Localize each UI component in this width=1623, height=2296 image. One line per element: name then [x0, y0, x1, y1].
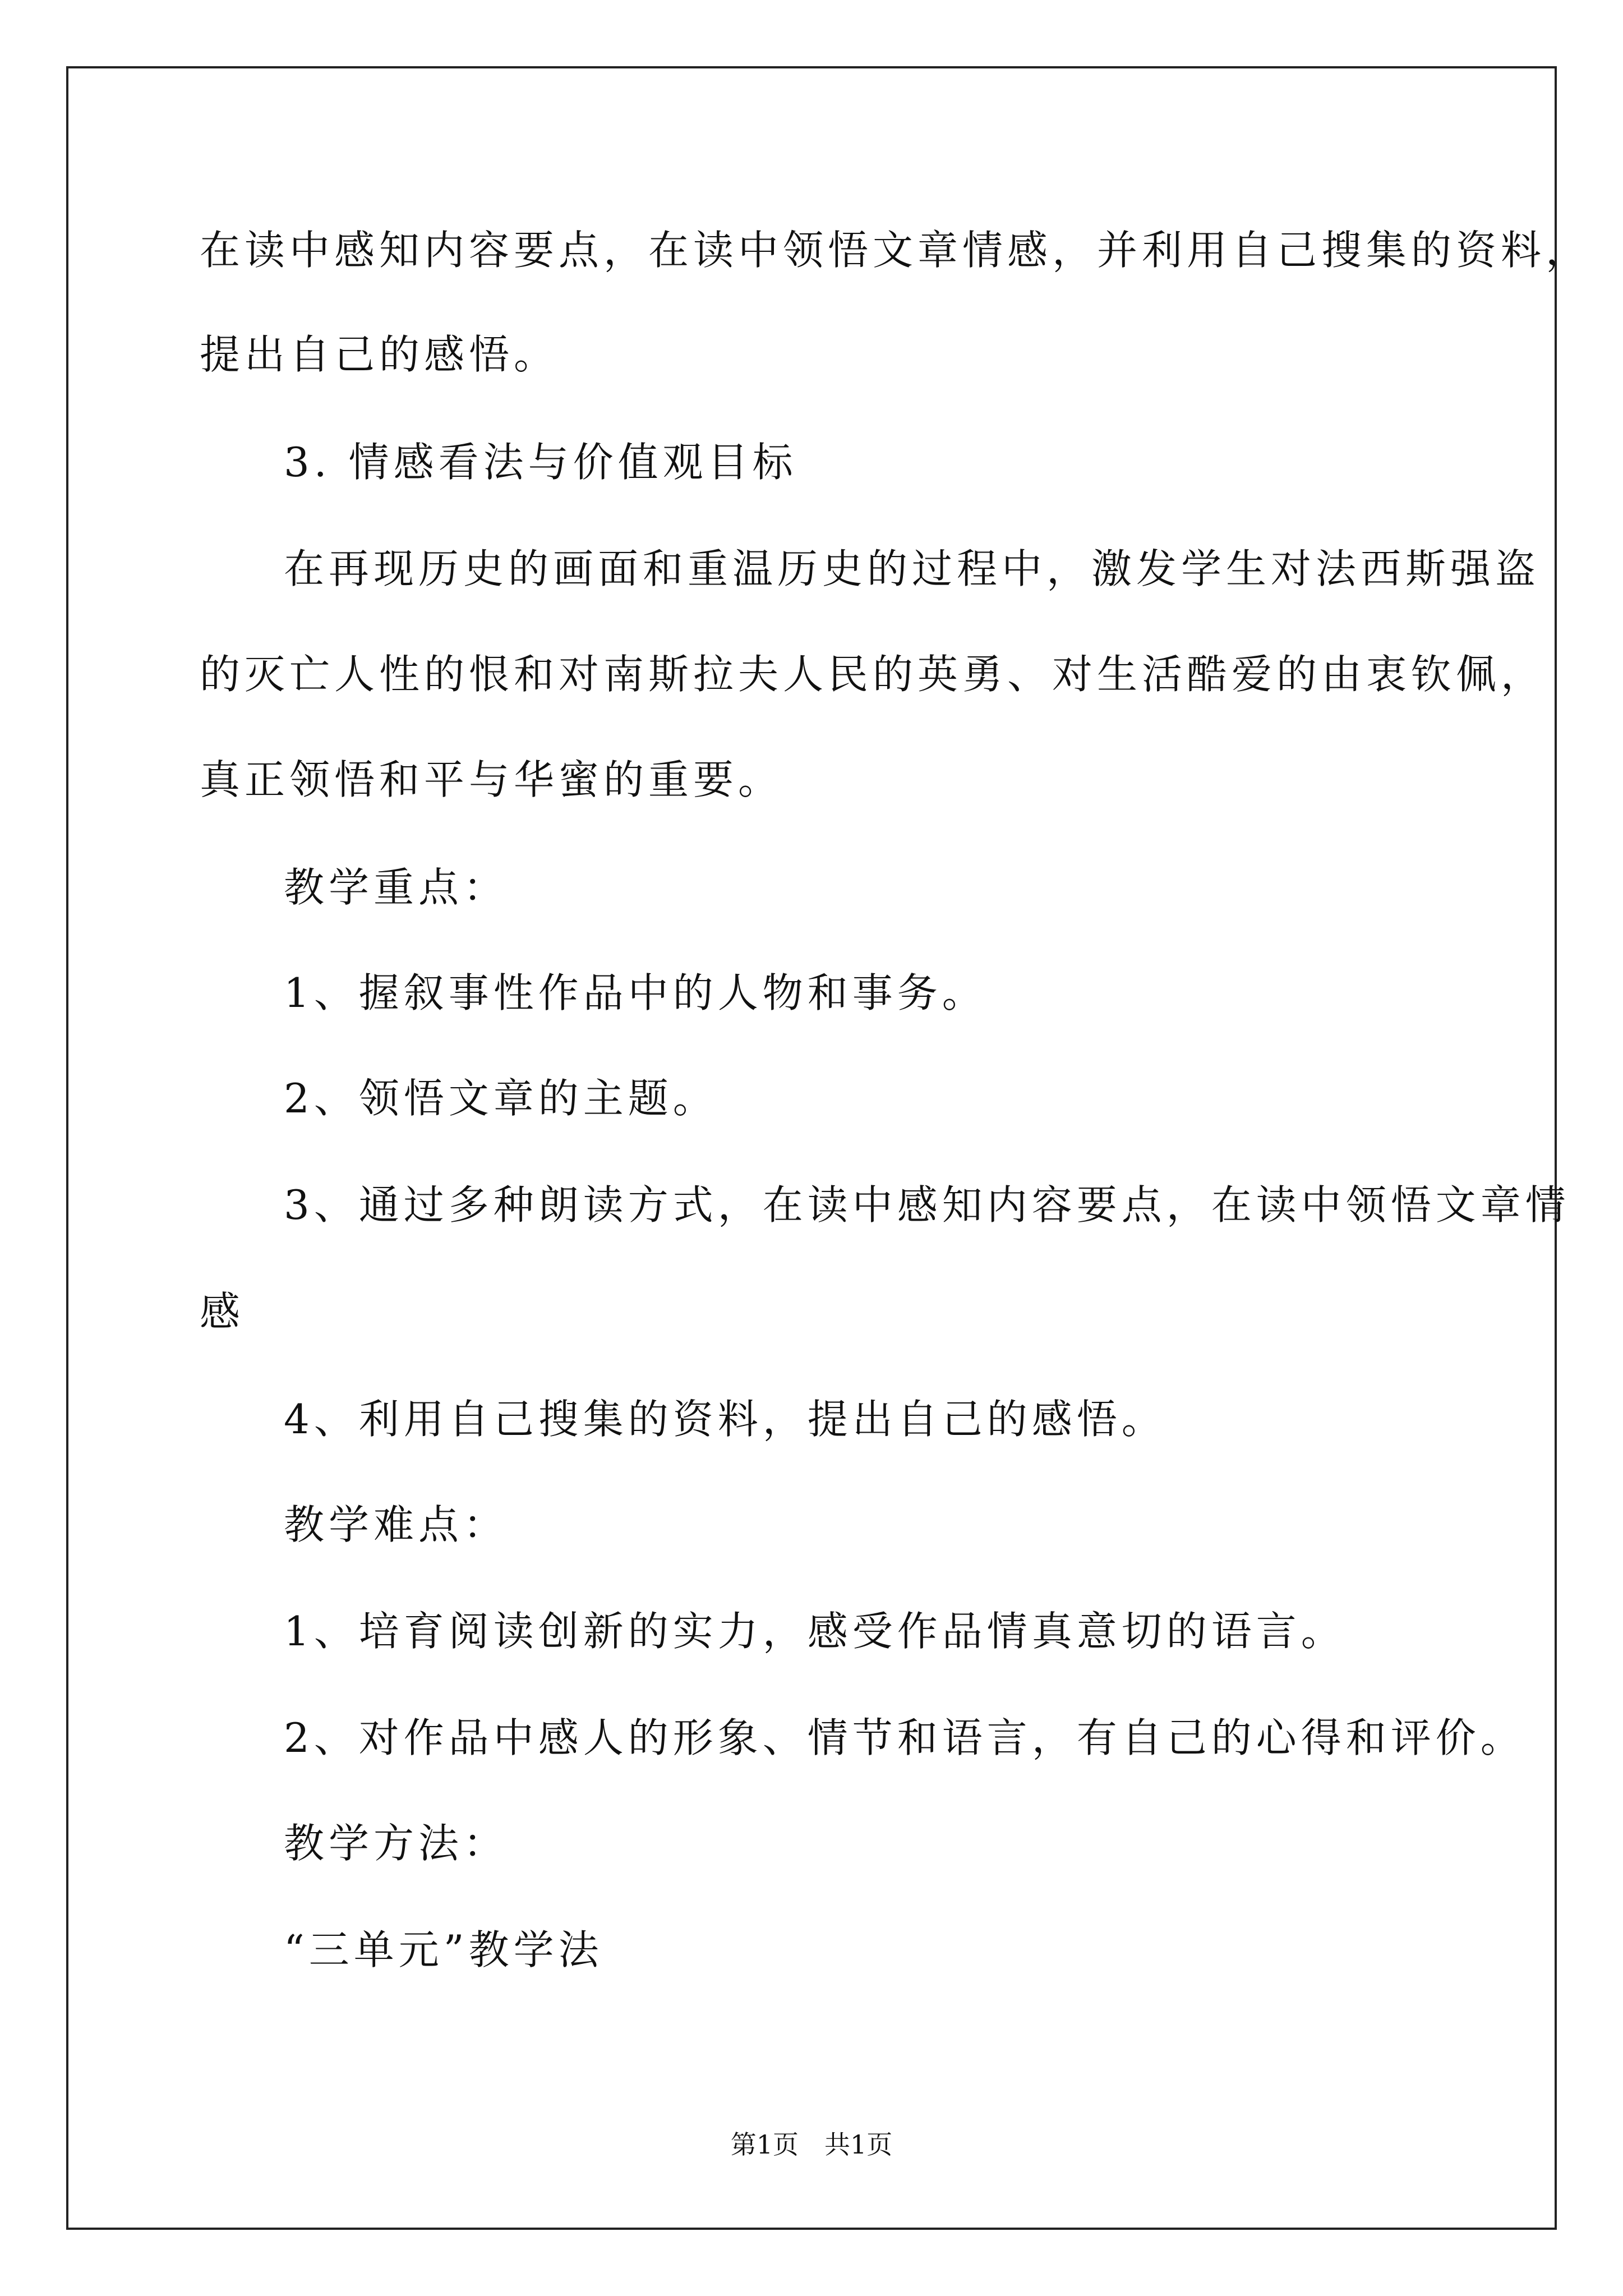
list-item: 1、培育阅读创新的实力，感受作品情真意切的语言。 [284, 1608, 1346, 1655]
list-item: 4、利用自己搜集的资料，提出自己的感悟。 [284, 1396, 1166, 1443]
text-line: 提出自己的感悟。 [200, 331, 559, 378]
section-heading: 教学方法： [284, 1820, 509, 1867]
list-item: 2、领悟文章的主题。 [284, 1075, 718, 1122]
text-line: 在再现历史的画面和重温历史的过程中，激发学生对法西斯强盗 [284, 545, 1541, 592]
text-line: 在读中感知内容要点，在读中领悟文章情感，并利用自己搜集的资料， [200, 227, 1591, 274]
list-item: 3、通过多种朗读方式，在读中感知内容要点，在读中领悟文章情 [284, 1181, 1570, 1228]
section-heading: 教学重点： [284, 864, 509, 911]
page-border [66, 66, 1557, 2230]
text-line: 真正领悟和平与华蜜的重要。 [200, 756, 783, 803]
text-line: 感 [200, 1288, 245, 1335]
text-line: “三单元”教学法 [284, 1926, 603, 1973]
text-line: 的灭亡人性的恨和对南斯拉夫人民的英勇、对生活酷爱的由衷钦佩， [200, 651, 1546, 698]
text-line: 3. 情感看法与价值观目标 [284, 439, 797, 486]
page-footer: 第1页 共1页 [730, 2129, 893, 2160]
list-item: 2、对作品中感人的形象、情节和语言，有自己的心得和评价。 [284, 1714, 1525, 1761]
section-heading: 教学难点： [284, 1501, 509, 1548]
list-item: 1、握叙事性作品中的人物和事务。 [284, 969, 987, 1016]
